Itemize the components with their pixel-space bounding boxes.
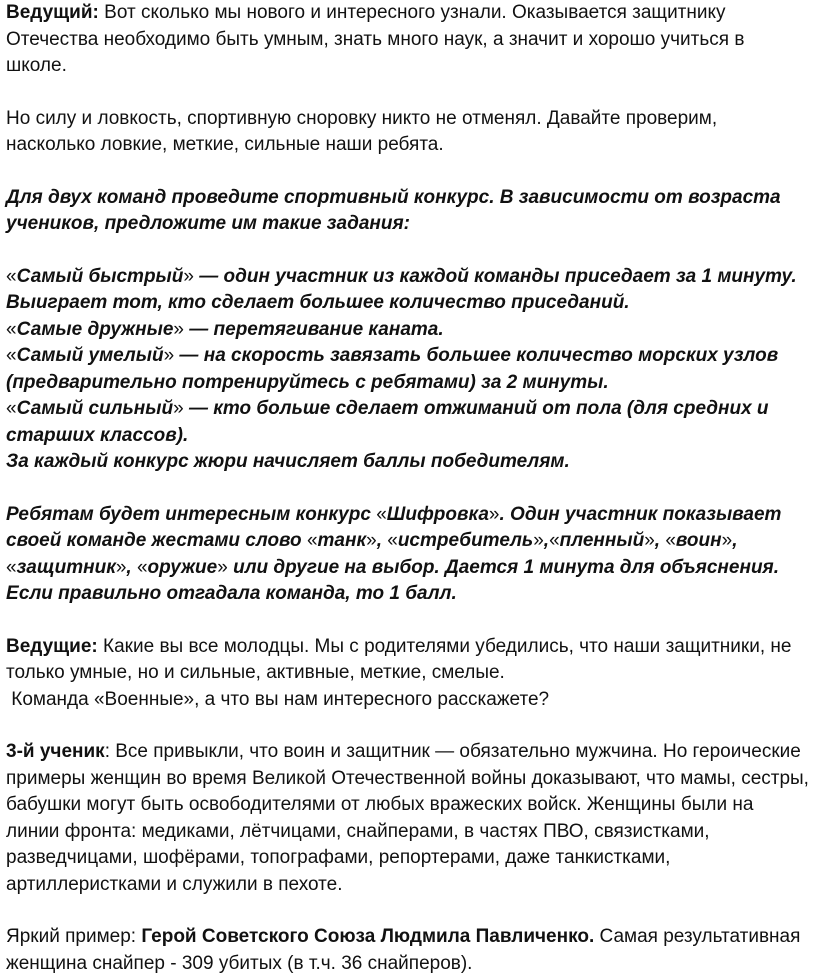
contest-description: — один участник из каждой команды приседает за 1 минуту. Выиграет тот, кто сделает большее количество приседаний. bbox=[6, 265, 802, 313]
contest-name: Самые дружные bbox=[16, 318, 174, 340]
paragraph-text: Но силу и ловкость, спортивную сноровку никто не отменял. Давайте проверим, насколько ловкие, меткие, сильные наши ребята. bbox=[6, 107, 723, 155]
contest-description: — кто больше сделает отжиманий от пола (для средних и старших классов). bbox=[6, 398, 774, 446]
paragraph-gap bbox=[6, 713, 810, 739]
quote-open: « bbox=[387, 530, 398, 551]
quote-open: « bbox=[376, 503, 387, 525]
paragraph-gap bbox=[6, 238, 810, 264]
speaker-label: Ведущий: bbox=[6, 2, 99, 23]
paragraph-hosts bbox=[6, 634, 810, 714]
paragraph-strength bbox=[6, 106, 810, 159]
separator: , bbox=[376, 530, 388, 551]
cipher-word: оружие bbox=[147, 556, 218, 578]
quote-open: « bbox=[306, 530, 318, 551]
paragraph-instructions bbox=[6, 185, 810, 238]
quote-open: « bbox=[6, 398, 17, 419]
paragraph-text: Яркий пример: bbox=[6, 926, 142, 947]
contest-name: Шифровка bbox=[386, 503, 489, 525]
paragraph-gap bbox=[6, 898, 810, 924]
hero-name: Герой Советского Союза Людмила Павличенко. bbox=[141, 926, 595, 947]
contest-description: — на скорость завязать большее количество морских узлов (предварительно потренируйтесь с ребятами) за 2 минуты. bbox=[6, 345, 784, 393]
separator: , bbox=[126, 556, 137, 578]
cipher-word: защитник bbox=[16, 556, 116, 578]
paragraph-example bbox=[6, 924, 810, 977]
paragraph-text: Самая результативная женщина снайпер - 309 убитых (в т.ч. 36 снайперов). bbox=[6, 926, 806, 974]
paragraph-third-student bbox=[6, 739, 815, 898]
quote-open: « bbox=[665, 530, 676, 551]
jury-note: За каждый конкурс жюри начисляет баллы победителям. bbox=[6, 451, 570, 472]
separator: , bbox=[732, 530, 743, 551]
contest-description: — перетягивание каната. bbox=[183, 318, 444, 340]
quote-close: » bbox=[183, 265, 194, 287]
contest-list bbox=[6, 264, 810, 476]
paragraph-text: : Все привыкли, что воин и защитник — обязательно мужчина. Но героические примеры женщин во время Великой Отечественной войны доказывают, что мамы, сестры, бабушки могут быть освободителями от любых вражеских войск. Женщины были на линии фронта: медиками, лётчицами, снайперами, в частях ПВО, связистками, разведчицами, шофёрами, топографами, репортерами, даже танкистками, артиллеристками и служили в пехоте. bbox=[6, 741, 815, 895]
quote-close: » bbox=[721, 530, 733, 551]
contest-name: Самый умелый bbox=[16, 345, 164, 366]
quote-close: » bbox=[533, 530, 544, 551]
separator: , bbox=[543, 530, 550, 551]
quote-close: » bbox=[173, 318, 184, 340]
paragraph-text: Команда «Военные», а что вы нам интересного расскажете? bbox=[6, 688, 550, 710]
paragraph-text: . Один участник показывает своей команде жестами слово bbox=[6, 503, 787, 551]
paragraph-host-intro bbox=[6, 0, 810, 80]
speaker-label: Ведущие: bbox=[6, 635, 98, 657]
quote-close: » bbox=[115, 556, 127, 578]
paragraph-gap bbox=[6, 476, 810, 502]
paragraph-gap bbox=[6, 159, 810, 185]
paragraph-text: Для двух команд проведите спортивный конкурс. В зависимости от возраста учеников, предложите им такие задания: bbox=[6, 186, 786, 234]
contest-name: Самый сильный bbox=[16, 398, 174, 419]
paragraph-text: или другие на выбор. Дается 1 минута для объяснения. Если правильно отгадала команда, то 1 балл. bbox=[6, 556, 785, 604]
quote-close: » bbox=[366, 530, 377, 551]
quote-close: » bbox=[163, 345, 175, 366]
paragraph-text: Ребятам будет интересным конкурс bbox=[6, 503, 377, 525]
speaker-label: 3-й ученик bbox=[6, 741, 105, 762]
quote-close: » bbox=[217, 556, 228, 578]
quote-open: « bbox=[6, 318, 17, 340]
paragraph-text: Вот сколько мы нового и интересного узнали. Оказывается защитнику Отечества необходимо быть умным, знать много наук, а значит и хорошо учиться в школе. bbox=[6, 2, 750, 76]
quote-close: » bbox=[644, 530, 655, 551]
cipher-word: пленный bbox=[559, 530, 645, 551]
quote-close: » bbox=[173, 398, 184, 419]
paragraph-gap bbox=[6, 80, 810, 106]
quote-open: « bbox=[549, 530, 560, 551]
quote-open: « bbox=[6, 556, 17, 578]
contest-name: Самый быстрый bbox=[16, 265, 184, 287]
paragraph-cipher-contest bbox=[6, 502, 810, 608]
paragraph-text: Какие вы все молодцы. Мы с родителями убедились, что наши защитники, не только умные, но и сильные, активные, меткие, смелые. bbox=[6, 635, 797, 683]
paragraph-gap bbox=[6, 608, 810, 634]
cipher-word: танк bbox=[317, 530, 367, 551]
quote-open: « bbox=[6, 345, 17, 366]
quote-open: « bbox=[6, 265, 17, 287]
quote-close: » bbox=[488, 503, 500, 525]
cipher-word: истребитель bbox=[397, 530, 534, 551]
quote-open: « bbox=[136, 556, 148, 578]
separator: , bbox=[654, 530, 666, 551]
cipher-word: воин bbox=[675, 530, 722, 551]
